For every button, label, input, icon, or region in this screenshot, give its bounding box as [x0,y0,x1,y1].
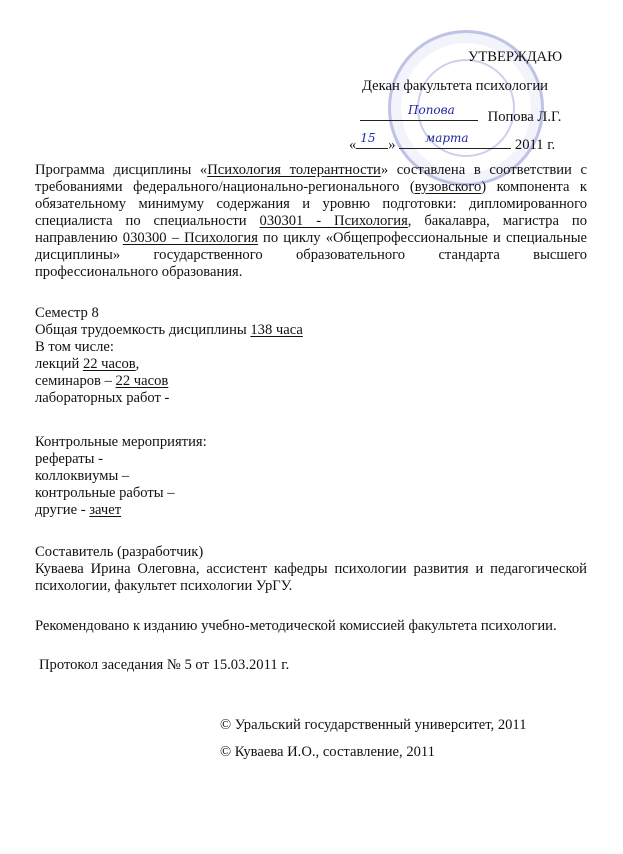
seminars-label: семинаров – [35,373,116,389]
date-day-line [356,131,388,149]
approval-signer: Попова Л.Г. [487,109,562,125]
program-text-1: Программа дисциплины « [35,162,208,178]
copyright-university: © Уральский государственный университет, 2011 [220,717,527,733]
total-value: 138 часа [250,322,303,338]
program-discipline: Психология толерантности [207,162,381,178]
program-text-2: » составлена в соответствии с требованиями федерального/национально-регионального ( [35,162,587,195]
date-quote-close: » [388,137,396,153]
author-block [35,544,587,595]
program-level: вузовского [414,179,482,195]
lectures-suffix: , [135,356,140,372]
control-tests: контрольные работы – [35,485,175,501]
labs: лабораторных работ - [35,390,170,406]
approval-date-row [349,131,556,154]
signature-handwriting: Попова [408,103,455,117]
program-paragraph [35,162,587,281]
protocol-text: Протокол заседания № 5 от 15.03.2011 г. [39,657,290,673]
total-label: Общая трудоемкость дисциплины [35,322,251,338]
program-text-4: , бакалавра, магистра по направлению [35,213,587,246]
recommendation-text: Рекомендовано к изданию учебно-методической комиссией факультета психологии. [35,618,557,634]
control-other-value: зачет [89,502,122,518]
control-essays: рефераты - [35,451,103,467]
lectures-value: 22 часов [82,356,136,372]
approval-title: УТВЕРЖДАЮ [468,49,563,65]
program-text-3: ) компонента к обязательному минимуму содержания и уровню подготовки: дипломированного специалиста по специальности [35,179,587,229]
author-title: Составитель (разработчик) [35,544,204,560]
semester: Семестр 8 [35,305,99,321]
control-block [35,434,207,519]
control-other-label: другие - [35,502,90,518]
program-specialty: 030301 - Психология [259,213,408,229]
date-month-line [399,131,511,149]
total-workload [35,322,303,339]
control-other [35,502,207,519]
lectures [35,356,303,373]
control-title: Контрольные мероприятия: [35,434,207,450]
seminars [35,373,303,390]
approval-signature-row [360,103,562,126]
control-colloquia: коллоквиумы – [35,468,130,484]
date-day: 15 [360,131,376,145]
date-year: 2011 г. [514,137,556,153]
including-label: В том числе: [35,339,114,355]
copyright-author: © Куваева И.О., составление, 2011 [220,744,435,760]
approval-position: Декан факультета психологии [362,78,548,94]
date-month: марта [425,131,469,145]
author-text: Куваева Ирина Олеговна, ассистент кафедры психологии развития и педагогической психологии, факультет психологии УрГУ. [35,561,587,594]
lectures-label: лекций [35,356,83,372]
workload-block [35,305,303,407]
seminars-value: 22 часов [115,373,169,389]
program-direction: 030300 – Психология [122,230,258,246]
signature-line [360,103,478,121]
program-text-5: по циклу «Общепрофессиональные и специальные дисциплины» государственного образовательного стандарта высшего профессионального образования. [35,230,587,280]
date-quote-open: « [349,137,357,153]
